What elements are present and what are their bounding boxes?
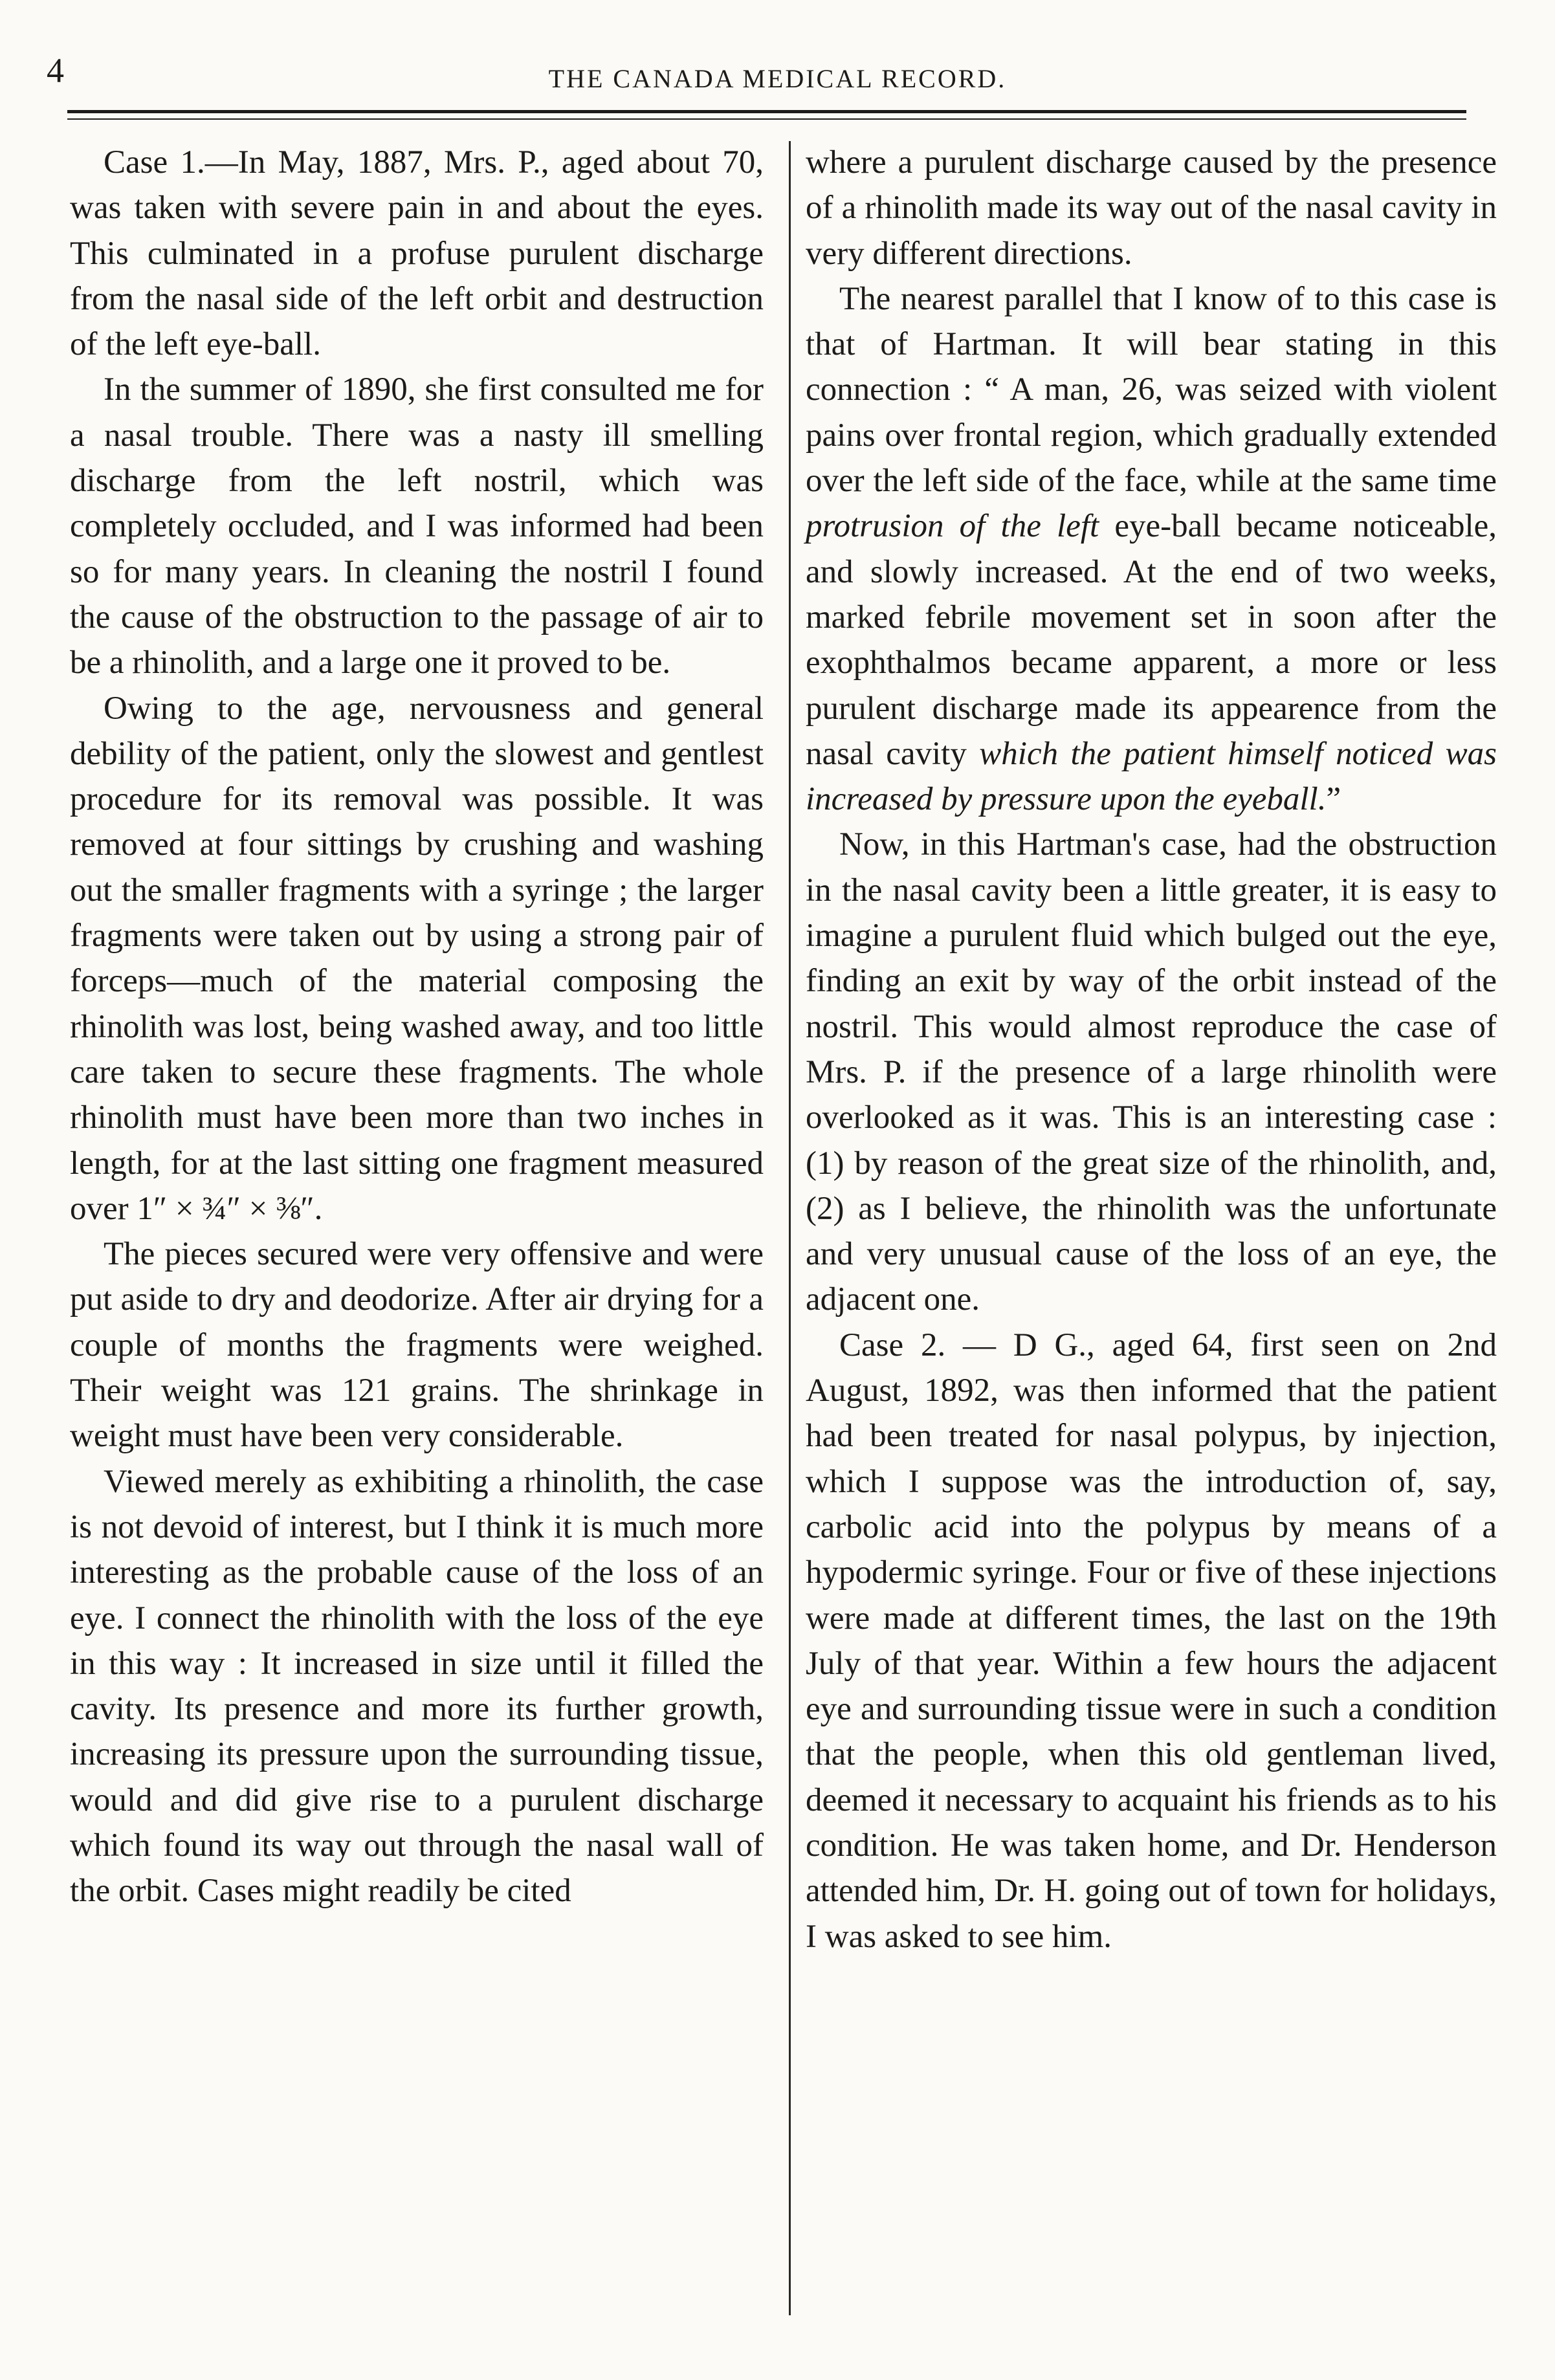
- paragraph: Now, in this Hartman's case, had the obstruction in the nasal cavity been a little greater, it is easy to imagine a purulent fluid which bulged out the eye, finding an exit by way of the orbit instead of the nostril. This would almost reproduce the case of Mrs. P. if the presence of a large rhinolith were overlooked as it was. This is an interesting case : (1) by reason of the great size of the rhinolith, and, (2) as I believe, the rhinolith was the unfortunate and very unusual cause of the loss of an eye, the adjacent one.: [806, 826, 1497, 1318]
- header-rule-thick: [67, 110, 1466, 113]
- paragraph-text: The nearest parallel that I know of to this case is that of Hartman. It will bear stating in this connection : “ A man, 26, was seized with violent pains over frontal region, which gradually extended over the left side of the face, while at the same time: [806, 280, 1497, 500]
- paragraph: where a purulent discharge caused by the presence of a rhinolith made its way out of the nasal cavity in very different directions.: [806, 144, 1497, 272]
- page-number: 4: [47, 51, 64, 90]
- paragraph: Owing to the age, nervousness and general debility of the patient, only the slowest and gentlest procedure for its removal was possible. It was removed at four sittings by crushing and washing out the smaller fragments with a syringe ; the larger fragments were taken out by using a strong pair of forceps—much of the material composing the rhinolith was lost, being washed away, and too little care taken to secure these fragments. The whole rhinolith must have been more than two inches in length, for at the last sitting one fragment measured over 1″ × ¾″ × ⅜″.: [70, 690, 764, 1227]
- paragraph: The pieces secured were very offensive and were put aside to dry and deodorize. After air drying for a couple of months the fragments were weighed. Their weight was 121 grains. The shrinkage in weight must have been very considerable.: [70, 1236, 764, 1455]
- paragraph: Viewed merely as exhibiting a rhinolith, the case is not devoid of interest, but I think it is much more interesting as the probable cause of the loss of an eye. I connect the rhinolith with the loss of the eye in this way : It increased in size until it filled the cavity. Its presence and more its further growth, increasing its pressure upon the surrounding tissue, would and did give rise to a purulent discharge which found its way out through the nasal wall of the orbit. Cases might readily be cited: [70, 1463, 764, 1910]
- paragraph-text: eye-ball became noticeable, and slowly increased. At the end of two weeks, marked febrile movement set in soon after the exophthalmos became apparent, a more or less purulent discharge made its appearence from the nasal cavity: [806, 508, 1497, 772]
- paragraph-text: ”: [1326, 781, 1341, 818]
- left-column: [70, 140, 764, 1914]
- header-rule-thin: [67, 118, 1466, 120]
- journal-title: THE CANADA MEDICAL RECORD.: [548, 64, 1007, 93]
- italic-text: which the patient himself noticed was increased by pressure upon the eyeball.: [806, 735, 1497, 818]
- paragraph: Case 1.—In May, 1887, Mrs. P., aged about 70, was taken with severe pain in and about the eyes. This culminated in a profuse purulent discharge from the nasal side of the left orbit and destruction of the left eye-ball.: [70, 144, 764, 363]
- paragraph: [806, 276, 1497, 822]
- page-header: [0, 0, 1555, 110]
- paragraph: Case 2. — D G., aged 64, first seen on 2nd August, 1892, was then informed that the patient had been treated for nasal polypus, by injection, which I suppose was the introduction of, say, carbolic acid into the polypus by means of a hypodermic syringe. Four or five of these injections were made at different times, the last on the 19th July of that year. Within a few hours the adjacent eye and surrounding tissue were in such a condition that the people, when this old gentleman lived, deemed it necessary to acquaint his friends as to his condition. He was taken home, and Dr. Henderson attended him, Dr. H. going out of town for holidays, I was asked to see him.: [806, 1327, 1497, 1955]
- italic-text: protrusion of the left: [806, 508, 1099, 545]
- right-column: [806, 140, 1497, 1959]
- column-divider: [789, 141, 791, 2315]
- paragraph: In the summer of 1890, she first consulted me for a nasal trouble. There was a nasty ill smelling discharge from the left nostril, which was completely occluded, and I was informed had been so for many years. In cleaning the nostril I found the cause of the obstruction to the passage of air to be a rhinolith, and a large one it proved to be.: [70, 371, 764, 681]
